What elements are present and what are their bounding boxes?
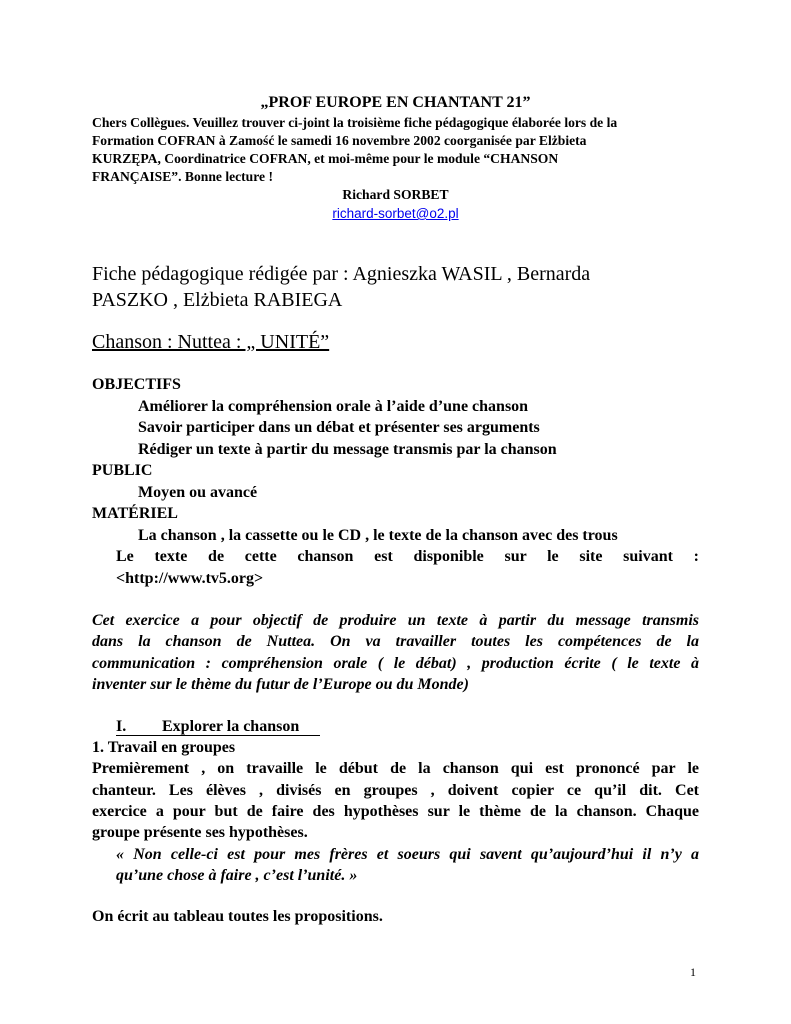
quote-line-1: « Non celle-ci est pour mes frères et soeurs qui savent qu’aujourd’hui il n’y a — [116, 846, 699, 863]
materiel-site-line-2: <http://www.tv5.org> — [116, 570, 264, 587]
chanson-title: Chanson : Nuttea : „ UNITÉ” — [92, 331, 330, 353]
intro-line-4: inventer sur le thème du futur de l’Europe ou du Monde) — [92, 676, 469, 693]
header-line-2: Formation COFRAN à Zamość le samedi 16 novembre 2002 coorganisée par Elżbieta — [92, 133, 587, 148]
intro-line-3: communication : compréhension orale ( le débat) , production écrite ( le texte à — [92, 655, 699, 672]
objectif-item-2: Savoir participer dans un débat et présenter ses arguments — [138, 419, 540, 436]
email-link[interactable]: richard-sorbet@o2.pl — [332, 206, 459, 221]
quote-line-2: qu’une chose à faire , c’est l’unité. » — [116, 867, 358, 884]
public-heading: PUBLIC — [92, 462, 153, 479]
header-author: Richard SORBET — [342, 187, 449, 202]
header-title: „PROF EUROPE EN CHANTANT 21” — [260, 94, 531, 111]
header-line-1: Chers Collègues. Veuillez trouver ci-joint la troisième fiche pédagogique élaborée lors de la — [92, 115, 618, 130]
section-1-number: I. — [116, 718, 127, 735]
materiel-site-line-1: Le texte de cette chanson est disponible sur le site suivant : — [116, 548, 699, 565]
materiel-heading: MATÉRIEL — [92, 505, 178, 522]
header-email-wrap — [0, 205, 791, 223]
fiche-line-2: PASZKO , Elżbieta RABIEGA — [92, 289, 343, 311]
objectif-item-3: Rédiger un texte à partir du message transmis par la chanson — [138, 441, 557, 458]
section-1-title: Explorer la chanson — [162, 718, 300, 735]
section-1-para-line-4: groupe présente ses hypothèses. — [92, 824, 308, 841]
section-1-heading — [116, 716, 320, 736]
section-1-para-line-1: Premièrement , on travaille le début de la chanson qui est prononcé par le — [92, 760, 699, 777]
fiche-line-1: Fiche pédagogique rédigée par : Agnieszka WASIL , Bernarda — [92, 263, 591, 285]
closing-line: On écrit au tableau toutes les propositions. — [92, 908, 383, 925]
section-1-subheading: 1. Travail en groupes — [92, 739, 236, 756]
section-1-para-line-3: exercice a pour but de faire des hypothèses sur le thème de la chanson. Chaque — [92, 803, 699, 820]
objectifs-heading: OBJECTIFS — [92, 376, 181, 393]
header-line-3: KURZĘPA, Coordinatrice COFRAN, et moi-même pour le module “CHANSON — [92, 151, 559, 166]
objectif-item-1: Améliorer la compréhension orale à l’aide d’une chanson — [138, 398, 529, 415]
header-line-4: FRANÇAISE”. Bonne lecture ! — [92, 169, 273, 184]
intro-line-1: Cet exercice a pour objectif de produire un texte à partir du message transmis — [92, 612, 699, 629]
page-number: 1 — [690, 965, 696, 979]
section-1-para-line-2: chanteur. Les élèves , divisés en groupes , doivent copier ce qu’il dit. Cet — [92, 782, 699, 799]
public-value: Moyen ou avancé — [138, 484, 258, 501]
intro-line-2: dans la chanson de Nuttea. On va travailler toutes les compétences de la — [92, 633, 699, 650]
materiel-item: La chanson , la cassette ou le CD , le texte de la chanson avec des trous — [138, 527, 618, 544]
